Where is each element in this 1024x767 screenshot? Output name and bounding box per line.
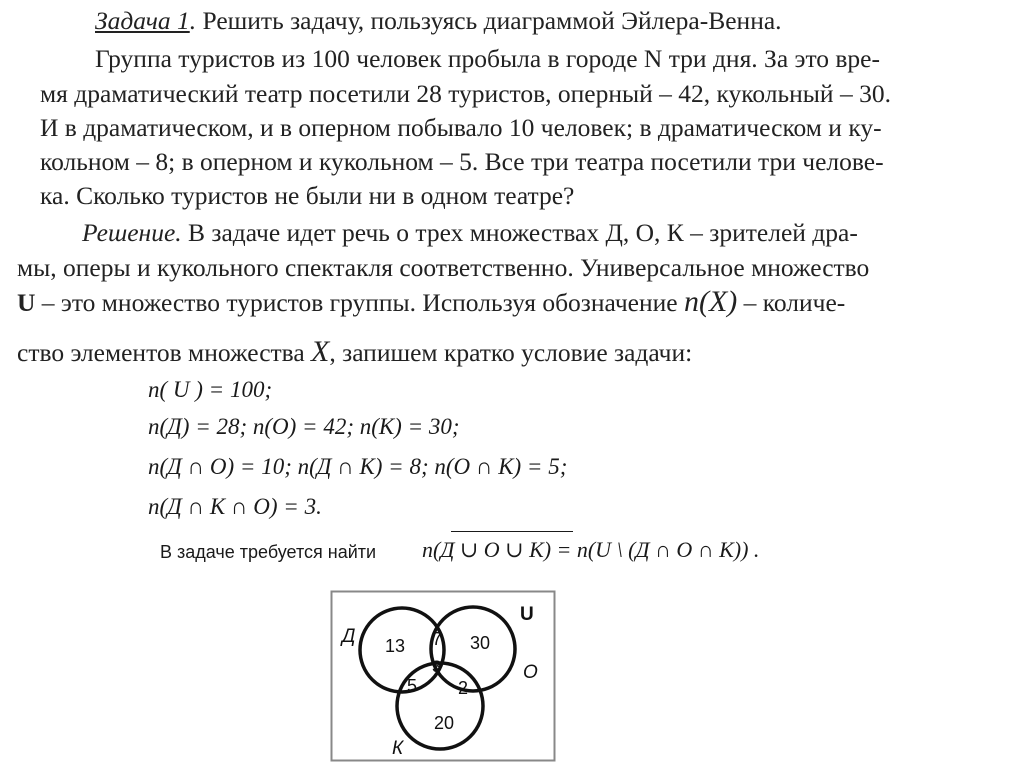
equation-triple: n(Д ∩ К ∩ О) = 3. — [148, 494, 322, 519]
problem-line-5: ка. Сколько туристов не были ни в одном театре? — [40, 181, 575, 210]
set-o-label: О — [523, 662, 538, 683]
set-k-label: К — [392, 738, 404, 759]
region-d-only: 13 — [385, 636, 406, 656]
solution-text-3: – это множество туристов группы. Используя обозначение — [35, 288, 684, 317]
complement-overbar — [451, 531, 573, 532]
equation-universe: n( U ) = 100; — [148, 377, 273, 402]
region-d-o: 7 — [432, 629, 443, 649]
solution-label: Решение. — [82, 218, 182, 247]
solution-line-2: мы, оперы и кукольного спектакля соответственно. Универсальное множество — [17, 253, 870, 282]
solution-text-4: ство элементов множества — [17, 338, 312, 367]
problem-line-4: кольном – 8; в оперном и кукольном – 5. Все три театра посетили три челове- — [40, 147, 884, 176]
venn-diagram — [330, 590, 556, 762]
equation-pairwise: n(Д ∩ О) = 10; n(Д ∩ К) = 8; n(О ∩ К) = 5; — [148, 454, 568, 479]
notation-formula: n(X) — [683, 285, 738, 318]
solution-line-1 — [82, 218, 858, 248]
region-o-k: 2 — [458, 678, 469, 698]
solution-line-4 — [17, 337, 692, 368]
solution-text-3-end: – количе- — [737, 288, 846, 317]
set-x-symbol: X — [311, 335, 330, 368]
problem-task: Решить задачу, пользуясь диаграммой Эйлера-Венна. — [196, 6, 782, 35]
problem-title-line — [95, 6, 782, 36]
find-text: В задаче требуется найти — [160, 542, 377, 562]
region-all-three: 3 — [432, 657, 442, 676]
problem-line-3: И в драматическом, и в оперном побывало 10 человек; в драматическом и ку- — [40, 113, 882, 142]
region-o-only: 30 — [470, 633, 491, 653]
universe-label: U — [520, 604, 534, 625]
find-formula: n(Д ∪ О ∪ К) = n(U \ (Д ∩ О ∩ К)) . — [422, 537, 760, 562]
solution-text-1: В задаче идет речь о трех множествах Д, О, К – зрителей дра- — [181, 218, 858, 247]
problem-title: Задача 1 — [95, 6, 190, 35]
problem-line-1: Группа туристов из 100 человек пробыла в городе N три дня. За это вре- — [95, 44, 880, 73]
region-k-only: 20 — [434, 713, 455, 733]
problem-title-dot: . — [189, 6, 197, 35]
equation-set-sizes: n(Д) = 28; n(О) = 42; n(К) = 30; — [148, 414, 460, 439]
universe-symbol: U — [17, 288, 36, 317]
solution-line-3 — [17, 287, 845, 318]
problem-line-2: мя драматический театр посетили 28 туристов, оперный – 42, кукольный – 30. — [40, 79, 891, 108]
region-d-k: 5 — [407, 676, 418, 696]
solution-text-4-end: , запишем кратко условие задачи: — [329, 338, 693, 367]
set-d-label: Д — [342, 626, 356, 647]
